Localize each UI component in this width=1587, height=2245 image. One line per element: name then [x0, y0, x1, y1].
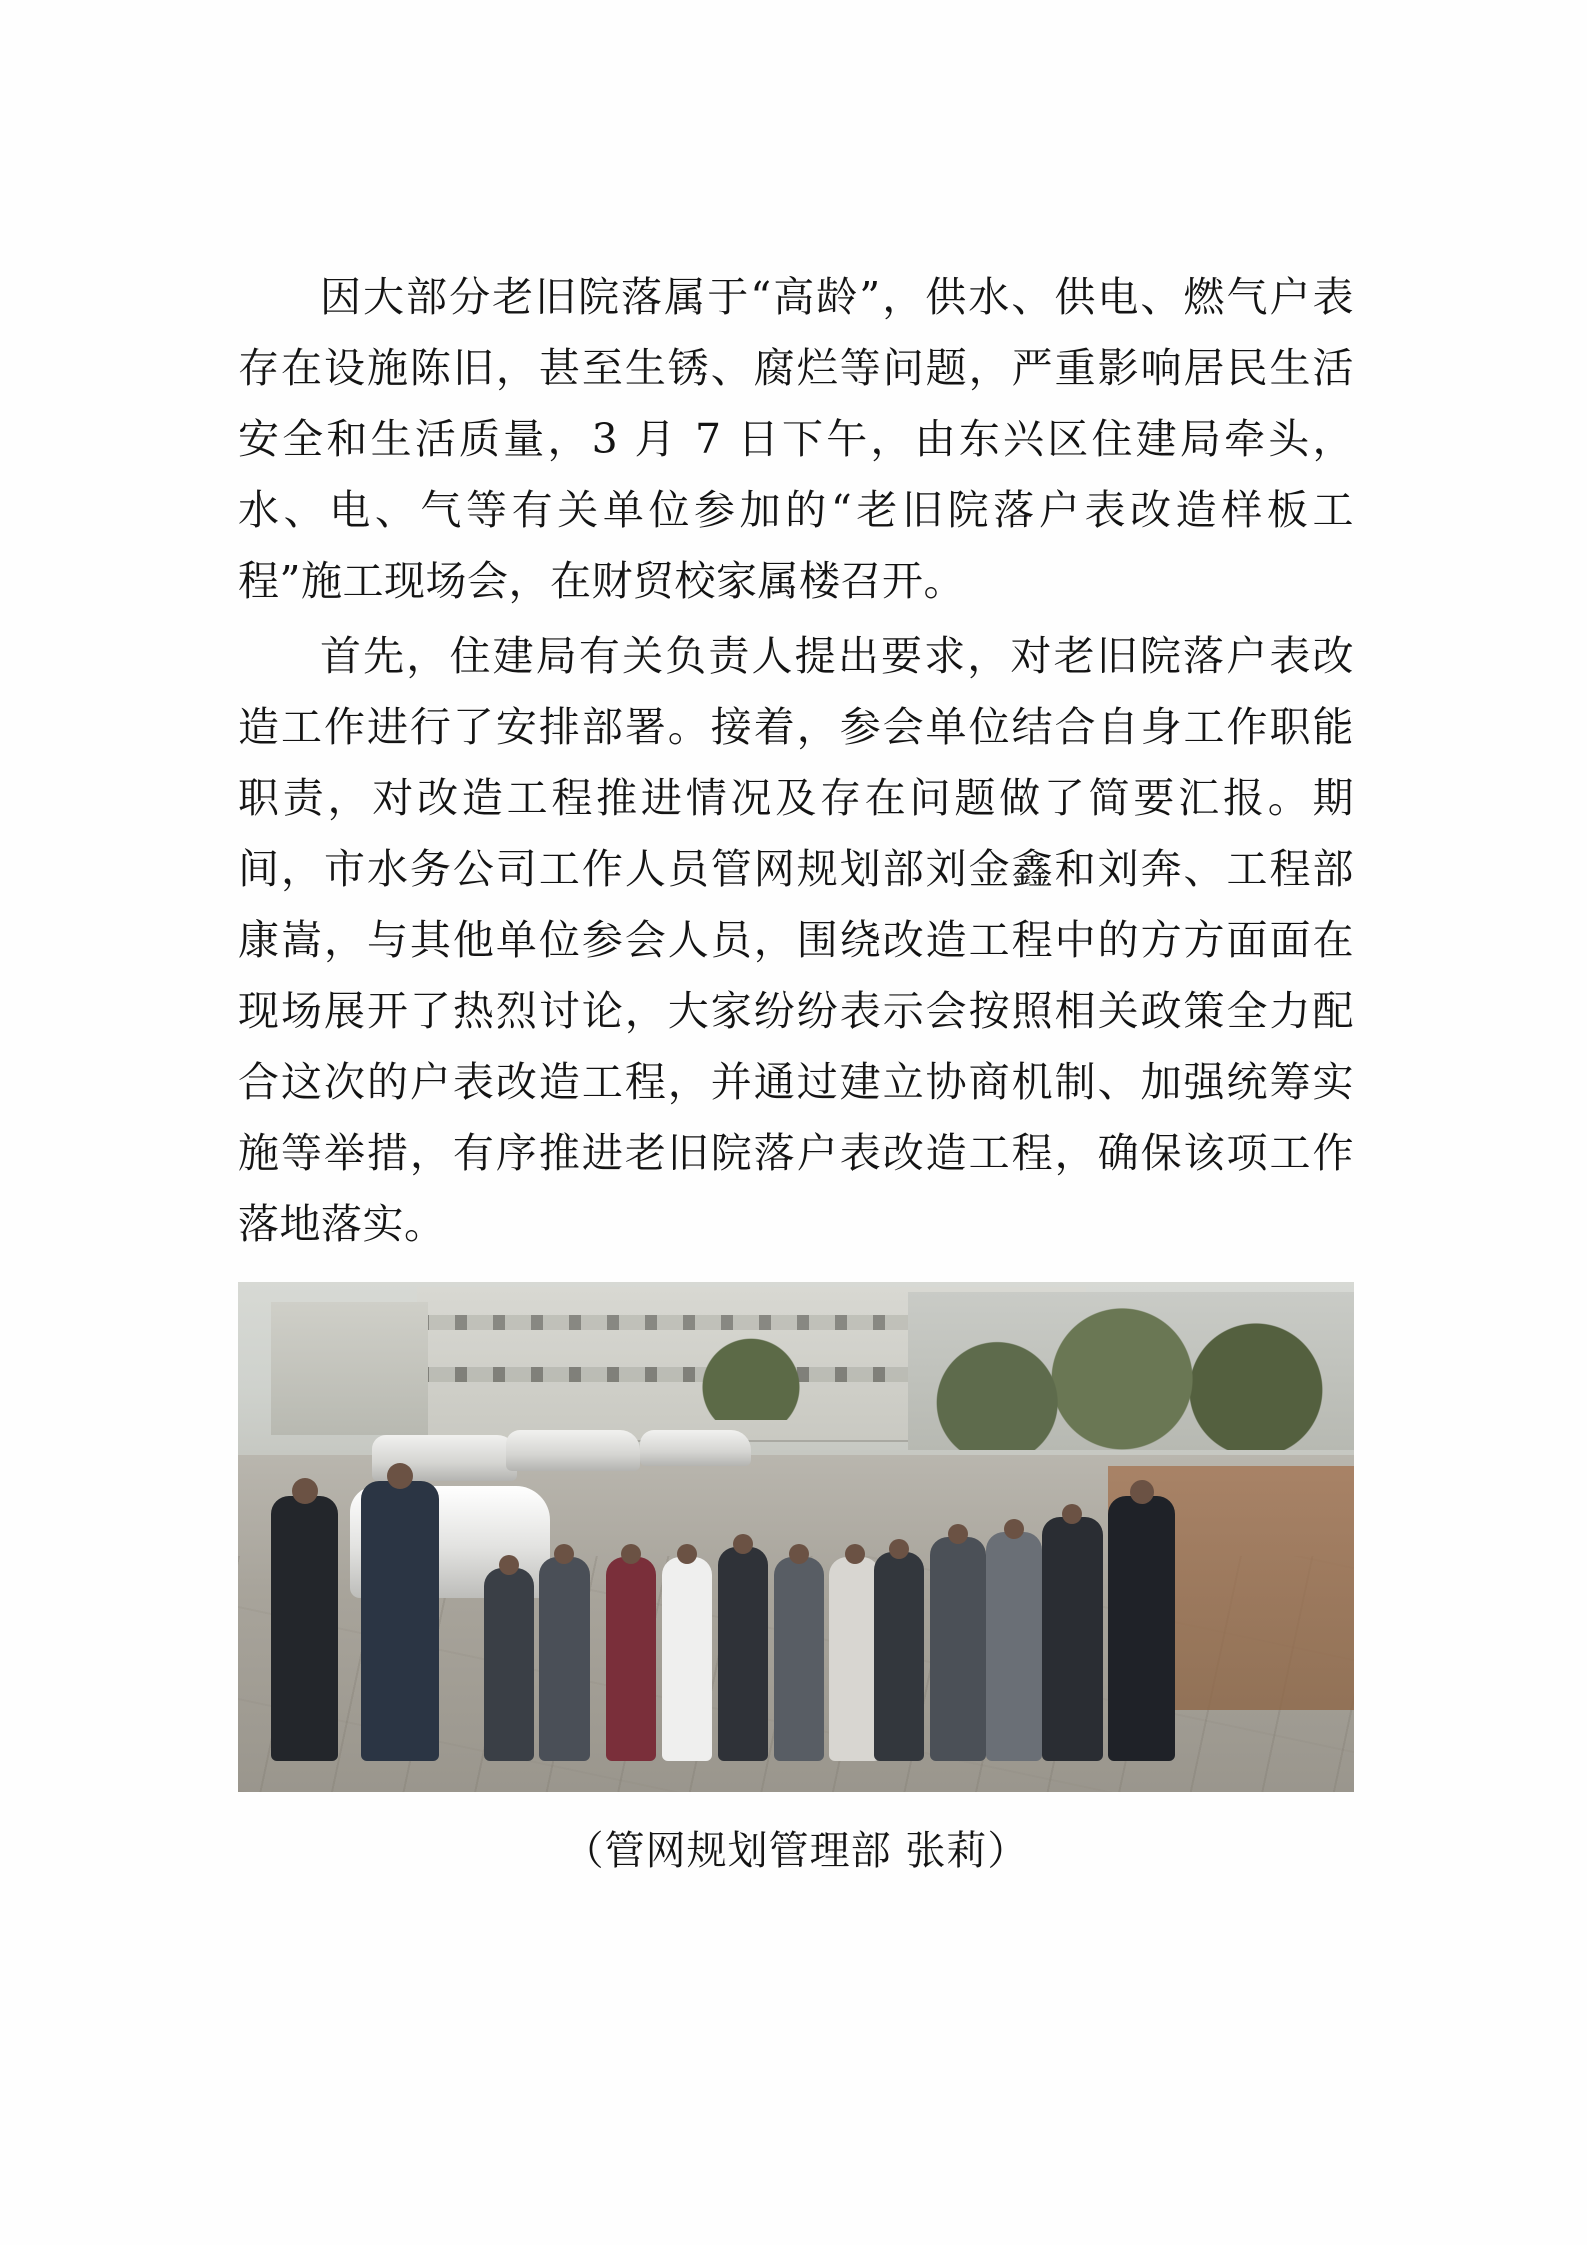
small-tree: [684, 1338, 818, 1420]
person: [874, 1552, 924, 1761]
person-head: [1004, 1519, 1024, 1539]
person-head: [292, 1478, 318, 1504]
person-head: [845, 1544, 865, 1564]
paragraph-2: 首先，住建局有关负责人提出要求，对老旧院落户表改造工作进行了安排部署。接着，参会单位结合自身工作职能职责，对改造工程推进情况及存在问题做了简要汇报。期间，市水务公司工作人员管网规划部刘金鑫和刘奔、工程部康嵩，与其他单位参会人员，围绕改造工程中的方方面面在现场展开了热烈讨论，大家纷纷表示会按照相关政策全力配合这次的户表改造工程，并通过建立协商机制、加强统筹实施等举措，有序推进老旧院落户表改造工程，确保该项工作落地落实。: [238, 632, 1354, 1248]
tree-cluster: [908, 1292, 1354, 1450]
person: [829, 1557, 879, 1761]
paragraph-1: 因大部分老旧院落属于“高龄”，供水、供电、燃气户表存在设施陈旧，甚至生锈、腐烂等问题，严重影响居民生活安全和生活质量，3 月 7 日下午，由东兴区住建局牵头，水、电、气等有关单位参加的“老旧院落户表改造样板工程”施工现场会，在财贸校家属楼召开。: [238, 273, 1354, 605]
person: [271, 1496, 338, 1761]
person: [774, 1557, 824, 1761]
person: [1042, 1517, 1103, 1762]
parked-car: [506, 1430, 640, 1471]
person-head: [889, 1539, 909, 1559]
person-head: [621, 1544, 641, 1564]
person-head: [499, 1555, 519, 1575]
person: [718, 1547, 768, 1761]
person: [1108, 1496, 1175, 1761]
person: [930, 1537, 986, 1761]
person: [539, 1557, 589, 1761]
person: [361, 1481, 439, 1762]
person-head: [677, 1544, 697, 1564]
person-head: [554, 1544, 574, 1564]
person-head: [387, 1463, 413, 1489]
person: [484, 1568, 534, 1762]
person: [662, 1557, 712, 1761]
photo-caption: （管网规划管理部 张莉）: [563, 1828, 1029, 1874]
side-building: [271, 1302, 427, 1435]
person: [986, 1532, 1042, 1762]
parked-car: [640, 1430, 752, 1466]
person-head: [948, 1524, 968, 1544]
document-body: [238, 262, 1354, 1880]
person-head: [733, 1534, 753, 1554]
person-head: [1130, 1480, 1154, 1504]
person-head: [1062, 1504, 1082, 1524]
photo-container: [238, 1282, 1354, 1792]
meeting-photo: [238, 1282, 1354, 1792]
person: [606, 1557, 656, 1761]
person-head: [789, 1544, 809, 1564]
